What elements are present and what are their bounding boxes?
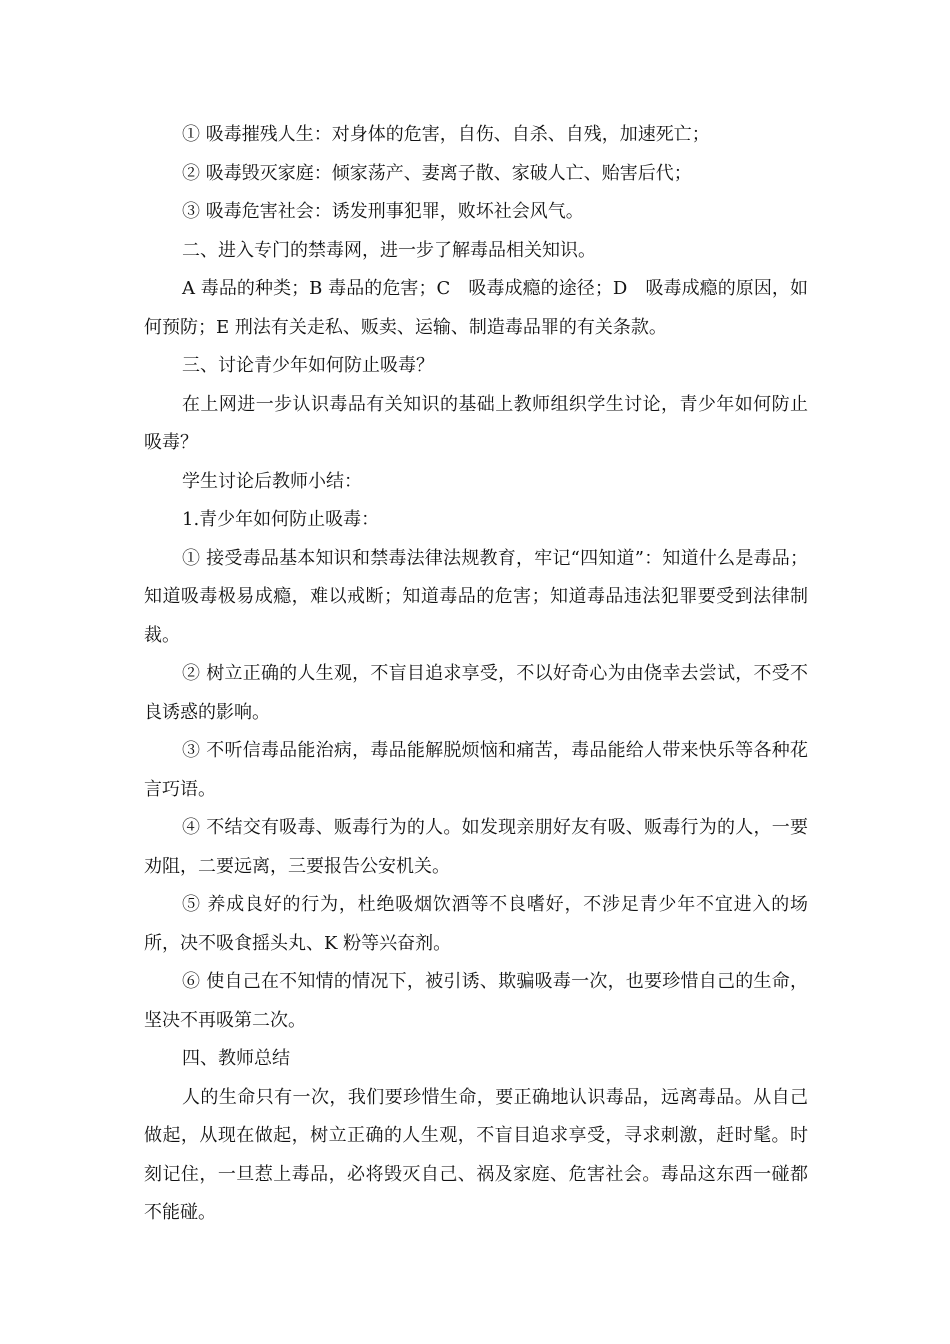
drug-knowledge-topics: A 毒品的种类；B 毒品的危害；C 吸毒成瘾的途径；D 吸毒成瘾的原因，如何预防；E 刑法有关走私、贩卖、运输、制造毒品罪的有关条款。 bbox=[144, 278, 808, 338]
section-heading-2: 二、进入专门的禁毒网，进一步了解毒品相关知识。 bbox=[182, 239, 596, 261]
conclusion-paragraph: 人的生命只有一次，我们要珍惜生命，要正确地认识毒品，远离毒品。从自己做起，从现在做起，树立正确的人生观，不盲目追求享受，寻求刺激，赶时髦。时刻记住，一旦惹上毒品，必将毁灭自己、祸及家庭、危害社会。毒品这东西一碰都不能碰。 bbox=[144, 1086, 808, 1223]
document-page bbox=[144, 116, 808, 1233]
discussion-intro: 在上网进一步认识毒品有关知识的基础上教师组织学生讨论，青少年如何防止吸毒？ bbox=[144, 393, 808, 453]
prevention-item-6: ⑥ 使自己在不知情的情况下，被引诱、欺骗吸毒一次，也要珍惜自己的生命，坚决不再吸第二次。 bbox=[144, 971, 808, 1031]
prevention-item-3: ③ 不听信毒品能治病，毒品能解脱烦恼和痛苦，毒品能给人带来快乐等各种花言巧语。 bbox=[144, 740, 808, 800]
section-heading-3: 三、讨论青少年如何防止吸毒？ bbox=[182, 355, 434, 376]
prevention-item-1: ① 接受毒品基本知识和禁毒法律法规教育，牢记“四知道”：知道什么是毒品；知道吸毒极易成瘾，难以戒断；知道毒品的危害；知道毒品违法犯罪要受到法律制裁。 bbox=[144, 547, 808, 646]
prevention-item-4: ④ 不结交有吸毒、贩毒行为的人。如发现亲朋好友有吸、贩毒行为的人，一要劝阻，二要远离，三要报告公安机关。 bbox=[144, 817, 808, 877]
prevention-item-5: ⑤ 养成良好的行为，杜绝吸烟饮酒等不良嗜好，不涉足青少年不宜进入的场所，决不吸食摇头丸、K 粉等兴奋剂。 bbox=[144, 894, 808, 954]
prevention-item-2: ② 树立正确的人生观，不盲目追求享受，不以好奇心为由侥幸去尝试，不受不良诱惑的影响。 bbox=[144, 663, 808, 723]
harm-to-family-item: ② 吸毒毁灭家庭：倾家荡产、妻离子散、家破人亡、贻害后代； bbox=[182, 162, 692, 184]
teacher-summary-label: 学生讨论后教师小结： bbox=[182, 470, 362, 492]
section-heading-4: 四、教师总结 bbox=[182, 1048, 290, 1069]
harm-to-self-item: ① 吸毒摧残人生：对身体的危害，自伤、自杀、自残，加速死亡； bbox=[182, 124, 710, 145]
prevention-heading: 1.青少年如何防止吸毒： bbox=[182, 509, 380, 530]
harm-to-society-item: ③ 吸毒危害社会：诱发刑事犯罪，败坏社会风气。 bbox=[182, 201, 584, 222]
